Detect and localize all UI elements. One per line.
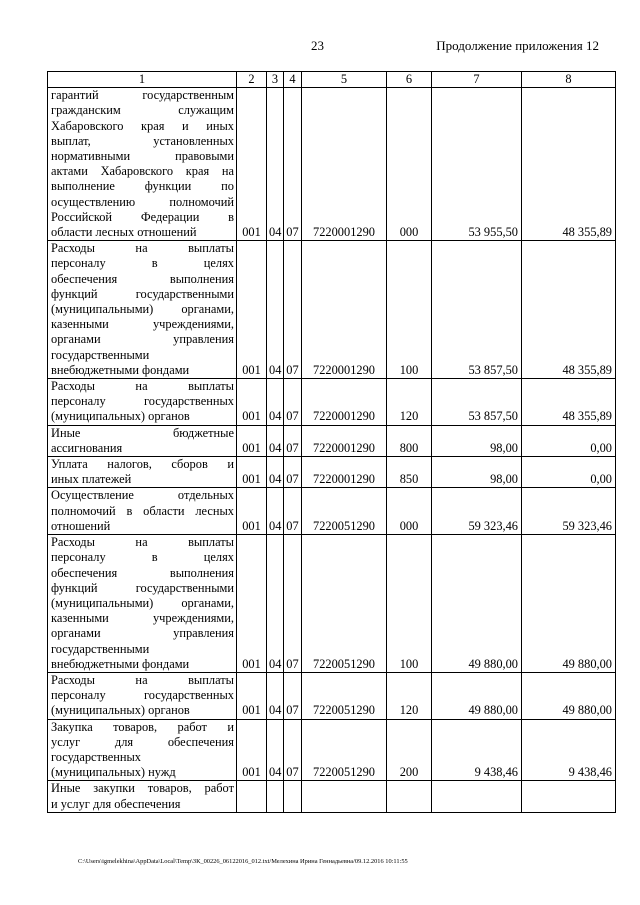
expense-type-code: 000: [387, 488, 432, 535]
description-line: персоналу государственных: [51, 394, 234, 409]
admin-code: 001: [237, 535, 267, 673]
section-code: 04: [267, 425, 284, 456]
section-code: 04: [267, 535, 284, 673]
description-line: (муниципальных) органов: [51, 409, 190, 424]
description-line: казенными учреждениями,: [51, 611, 234, 626]
target-article-code: 7220051290: [302, 719, 387, 781]
description-line: иных платежей: [51, 472, 132, 487]
subsection-code: 07: [284, 457, 302, 488]
admin-code: 001: [237, 241, 267, 379]
column-header: 3: [267, 72, 284, 88]
target-article-code: 7220001290: [302, 457, 387, 488]
description-line: Хабаровского края и иных: [51, 118, 234, 133]
admin-code: 001: [237, 488, 267, 535]
section-code: 04: [267, 88, 284, 241]
admin-code: 001: [237, 425, 267, 456]
column-header: 4: [284, 72, 302, 88]
description-line: Уплата налогов, сборов и: [51, 457, 234, 472]
expense-type-code: 200: [387, 719, 432, 781]
row-description: [48, 457, 237, 488]
page-header: [0, 38, 640, 58]
description-line: области лесных отношений: [51, 225, 197, 240]
description-line: обеспечения выполнения: [51, 271, 234, 286]
subsection-code: 07: [284, 425, 302, 456]
amount-planned: 53 857,50: [432, 241, 522, 379]
description-line: органами управления: [51, 626, 234, 641]
description-line: отношений: [51, 518, 111, 533]
description-line: (муниципальными) органами,: [51, 595, 234, 610]
amount-executed: 59 323,46: [522, 488, 616, 535]
table-row: [48, 241, 616, 379]
row-description: [48, 379, 237, 426]
description-line: государственных: [51, 749, 142, 764]
section-code: 04: [267, 719, 284, 781]
description-line: органами управления: [51, 332, 234, 347]
amount-planned: 49 880,00: [432, 672, 522, 719]
subsection-code: 07: [284, 719, 302, 781]
description-line: Иные закупки товаров, работ: [51, 781, 234, 796]
table-row: [48, 535, 616, 673]
target-article-code: 7220051290: [302, 672, 387, 719]
subsection-code: 07: [284, 672, 302, 719]
table-row: [48, 672, 616, 719]
amount-planned: [432, 781, 522, 812]
amount-executed: 0,00: [522, 425, 616, 456]
column-header: 2: [237, 72, 267, 88]
description-line: актами Хабаровского края на: [51, 164, 234, 179]
expense-type-code: 800: [387, 425, 432, 456]
admin-code: 001: [237, 379, 267, 426]
description-line: государственными: [51, 641, 150, 656]
row-description: [48, 719, 237, 781]
description-line: гражданским служащим: [51, 103, 234, 118]
table-row: [48, 781, 616, 812]
amount-planned: 49 880,00: [432, 535, 522, 673]
expense-type-code: 100: [387, 535, 432, 673]
description-line: государственными: [51, 347, 150, 362]
amount-executed: 49 880,00: [522, 672, 616, 719]
table-row: [48, 88, 616, 241]
row-description: [48, 88, 237, 241]
description-line: Осуществление отдельных: [51, 488, 234, 503]
description-line: персоналу в целях: [51, 550, 234, 565]
description-line: Расходы на выплаты: [51, 379, 234, 394]
section-code: [267, 781, 284, 812]
table-header-row: [48, 72, 616, 88]
row-description: [48, 672, 237, 719]
description-line: функций государственными: [51, 286, 234, 301]
admin-code: [237, 781, 267, 812]
admin-code: 001: [237, 672, 267, 719]
page-number: 23: [311, 38, 324, 53]
row-description: [48, 425, 237, 456]
amount-executed: 48 355,89: [522, 379, 616, 426]
footer-file-path: C:\Users\igmelekhina\AppData\Local\Temp\ЗК_00226_06122016_012.txt/Мелехина Ирина Геннадьевна/09.12.2016 10:11:55: [78, 858, 408, 865]
description-line: услуг для обеспечения: [51, 734, 234, 749]
description-line: Закупка товаров, работ и: [51, 719, 234, 734]
subsection-code: 07: [284, 88, 302, 241]
amount-planned: 53 955,50: [432, 88, 522, 241]
description-line: Российской Федерации в: [51, 209, 234, 224]
target-article-code: 7220001290: [302, 379, 387, 426]
description-line: функций государственными: [51, 580, 234, 595]
description-line: (муниципальными) органами,: [51, 302, 234, 317]
target-article-code: 7220051290: [302, 488, 387, 535]
admin-code: 001: [237, 88, 267, 241]
description-line: Расходы на выплаты: [51, 241, 234, 256]
table-row: [48, 379, 616, 426]
amount-planned: 53 857,50: [432, 379, 522, 426]
amount-executed: [522, 781, 616, 812]
expense-type-code: 000: [387, 88, 432, 241]
target-article-code: [302, 781, 387, 812]
description-line: Расходы на выплаты: [51, 672, 234, 687]
subsection-code: 07: [284, 535, 302, 673]
amount-executed: 9 438,46: [522, 719, 616, 781]
table-row: [48, 457, 616, 488]
description-line: Иные бюджетные: [51, 425, 234, 440]
subsection-code: 07: [284, 241, 302, 379]
column-header: 6: [387, 72, 432, 88]
description-line: казенными учреждениями,: [51, 317, 234, 332]
section-code: 04: [267, 379, 284, 426]
column-header: 1: [48, 72, 237, 88]
description-line: ассигнования: [51, 440, 123, 455]
description-line: осуществлению полномочий: [51, 194, 234, 209]
amount-planned: 98,00: [432, 457, 522, 488]
description-line: персоналу в целях: [51, 256, 234, 271]
description-line: полномочий в области лесных: [51, 503, 234, 518]
table-row: [48, 425, 616, 456]
description-line: гарантий государственным: [51, 88, 234, 103]
budget-table: [47, 71, 616, 813]
target-article-code: 7220051290: [302, 535, 387, 673]
target-article-code: 7220001290: [302, 241, 387, 379]
description-line: внебюджетными фондами: [51, 656, 190, 671]
subsection-code: 07: [284, 379, 302, 426]
row-description: [48, 241, 237, 379]
description-line: выполнение функции по: [51, 179, 234, 194]
continuation-label: Продолжение приложения 12: [436, 38, 599, 53]
row-description: [48, 535, 237, 673]
admin-code: 001: [237, 719, 267, 781]
amount-executed: 48 355,89: [522, 241, 616, 379]
description-line: персоналу государственных: [51, 688, 234, 703]
target-article-code: 7220001290: [302, 425, 387, 456]
expense-type-code: 120: [387, 672, 432, 719]
amount-executed: 49 880,00: [522, 535, 616, 673]
amount-planned: 98,00: [432, 425, 522, 456]
amount-executed: 0,00: [522, 457, 616, 488]
description-line: обеспечения выполнения: [51, 565, 234, 580]
description-line: Расходы на выплаты: [51, 535, 234, 550]
target-article-code: 7220001290: [302, 88, 387, 241]
section-code: 04: [267, 488, 284, 535]
description-line: (муниципальных) нужд: [51, 765, 176, 780]
subsection-code: [284, 781, 302, 812]
description-line: нормативными правовыми: [51, 149, 234, 164]
subsection-code: 07: [284, 488, 302, 535]
admin-code: 001: [237, 457, 267, 488]
section-code: 04: [267, 241, 284, 379]
table-row: [48, 488, 616, 535]
column-header: 5: [302, 72, 387, 88]
table-row: [48, 719, 616, 781]
table-body: [48, 88, 616, 813]
column-header: 7: [432, 72, 522, 88]
description-line: и услуг для обеспечения: [51, 796, 181, 811]
amount-planned: 59 323,46: [432, 488, 522, 535]
expense-type-code: [387, 781, 432, 812]
section-code: 04: [267, 672, 284, 719]
column-header: 8: [522, 72, 616, 88]
description-line: выплат, установленных: [51, 133, 234, 148]
expense-type-code: 120: [387, 379, 432, 426]
row-description: [48, 781, 237, 812]
amount-executed: 48 355,89: [522, 88, 616, 241]
expense-type-code: 850: [387, 457, 432, 488]
description-line: (муниципальных) органов: [51, 703, 190, 718]
section-code: 04: [267, 457, 284, 488]
description-line: внебюджетными фондами: [51, 362, 190, 377]
row-description: [48, 488, 237, 535]
amount-planned: 9 438,46: [432, 719, 522, 781]
expense-type-code: 100: [387, 241, 432, 379]
